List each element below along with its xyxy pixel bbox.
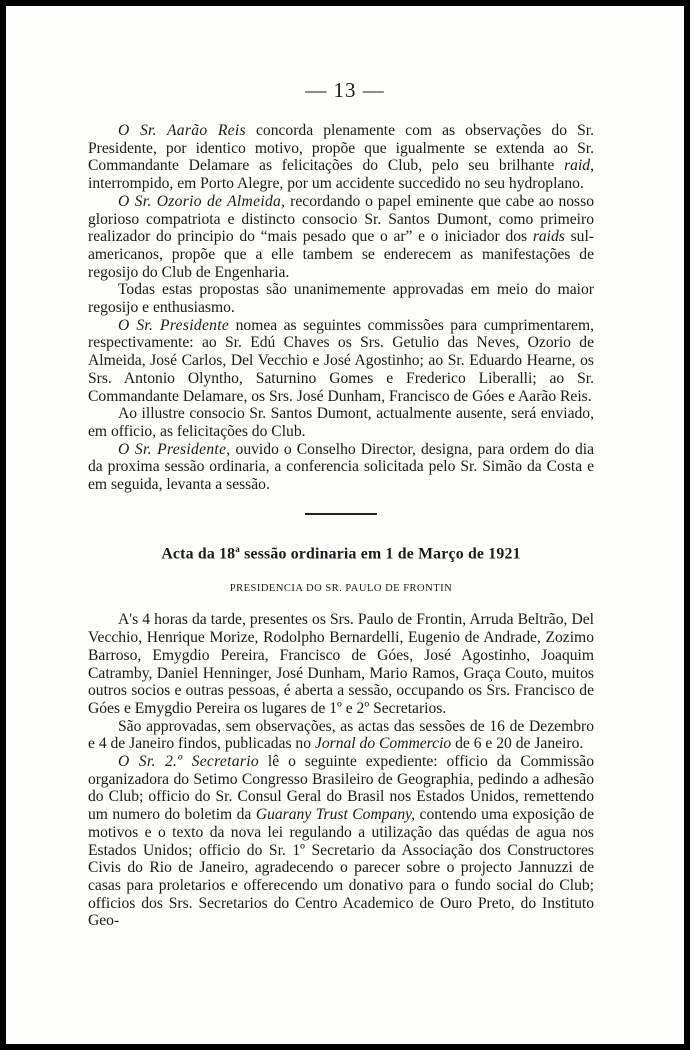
speaker-name: O Sr. Ozorio de Almeida, [118, 192, 286, 210]
paragraph: O Sr. Presidente, ouvido o Conselho Director, designa, para ordem do dia da proxima sessão ordinaria, a conferencia solicitada pelo Sr. Simão da Costa e em seguida, levanta a sessão. [88, 440, 594, 494]
document-page [6, 6, 684, 1044]
paragraph: São approvadas, sem observações, as actas das sessões de 16 de Dezembro e 4 de Janeiro findos, publicadas no Jornal do Commercio de 6 e 20 de Janeiro. [88, 717, 594, 753]
paragraph: A's 4 horas da tarde, presentes os Srs. Paulo de Frontin, Arruda Beltrão, Del Vecchio, Henrique Morize, Rodolpho Bernardelli, Eugenio de Andrade, Zozimo Barroso, Emygdio Pereira, Francisco de Góes, José Agostinho, Joaquim Catramby, Daniel Henninger, José Dunham, Mario Ramos, Graça Couto, muitos outros socios e outras pessoas, é aberta a sessão, occupando os Srs. Francisco de Góes e Emygdio Pereira os lugares de 1º e 2º Secretarios. [88, 611, 594, 717]
paragraph: Todas estas propostas são unanimemente approvadas em meio do maior regosijo e enthusiasmo. [88, 281, 594, 317]
paragraph: O Sr. Ozorio de Almeida, recordando o papel eminente que cabe ao nosso glorioso compatriota e distincto consocio Sr. Santos Dumont, como primeiro realizador do principio do “mais pesado que o ar” e o iniciador dos raids sul-americanos, propõe que a elle tambem se enderecem as manifestações de regosijo do Club de Engenharia. [88, 192, 594, 281]
section-heading: Acta da 18$^a$ sessão ordinaria em 1 de Março de 1921 [161, 543, 521, 563]
paragraph: O Sr. Presidente nomea as seguintes commissões para cumprimentarem, respectivamente: ao Sr. Edú Chaves os Srs. Getulio das Neves, Ozorio de Almeida, José Carlos, Del Vecchio e José Agostinho; ao Sr. Eduardo Hearne, os Srs. Antonio Olyntho, Saturnino Gomes e Frederico Liberalli; ao Sr. Commandante Delamare, os Srs. José Dunham, Francisco de Góes e Aarão Reis. [88, 316, 594, 405]
section-divider [305, 513, 377, 515]
paragraph: O Sr. Aarão Reis concorda plenamente com as observações do Sr. Presidente, por identico motivo, propõe que igualmente se extenda ao Sr. Commandante Delamare as felicitações do Club, pelo seu brilhante raid, interrompido, em Porto Alegre, por um accidente succedido no seu hydroplano. [88, 122, 594, 193]
paragraph: Ao illustre consocio Sr. Santos Dumont, actualmente ausente, será enviado, em officio, as felicitações do Club. [88, 405, 594, 440]
page-number: — 13 — [305, 78, 385, 102]
section-subheading: PRESIDENCIA DO SR. PAULO DE FRONTIN [229, 582, 453, 594]
speaker-name: O Sr. Presidente [118, 316, 230, 334]
speaker-name: O Sr. Aarão Reis [118, 122, 246, 139]
paragraph: O Sr. 2.º Secretario lê o seguinte expediente: officio da Commissão organizadora do Setimo Congresso Brasileiro de Geographia, pedindo a adhesão do Club; officio do Sr. Consul Geral do Brasil nos Estados Unidos, remettendo um numero do boletim da Guarany Trust Company, contendo uma exposição de motivos e o texto da nova lei regulando a utilização das quédas de agua nos Estados Unidos; officio do Sr. 1º Secretario da Associação dos Constructores Civis do Rio de Janeiro, agradecendo o parecer sobre o projecto Jannuzzi de casas para proletarios e offerecendo um donativo para o fundo social do Club; officios dos Srs. Secretarios do Centro Academico de Ouro Preto, do Instituto Geo- [88, 753, 594, 930]
speaker-name: O Sr. Presidente, [118, 440, 231, 458]
speaker-name: O Sr. 2.º Secretario [118, 753, 259, 771]
document-body [88, 122, 594, 930]
